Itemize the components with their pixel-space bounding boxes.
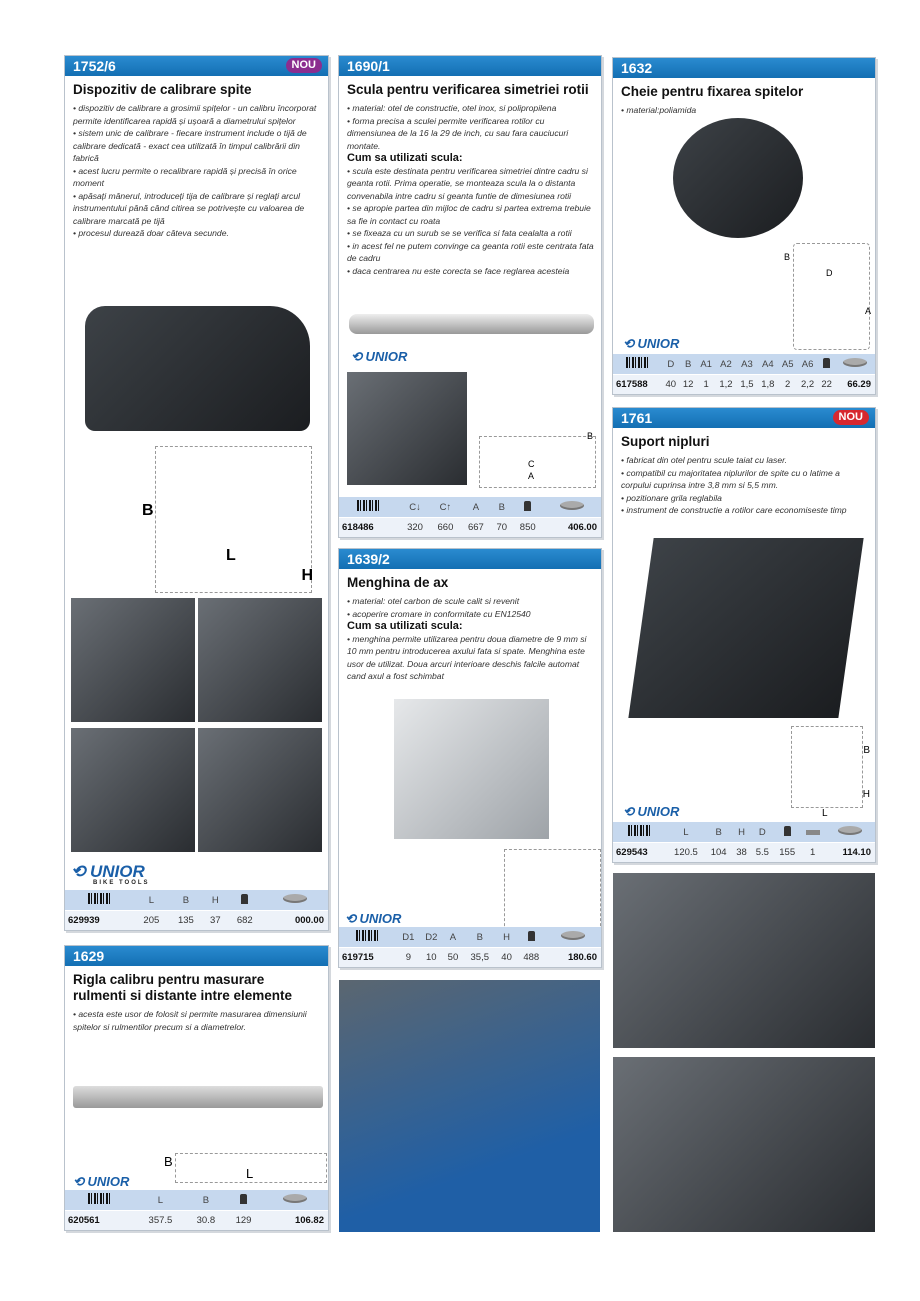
product-description	[621, 454, 869, 517]
spec-value: 10	[420, 948, 443, 968]
article-code: 619715	[339, 948, 397, 968]
product-card-1632	[612, 57, 876, 395]
product-image	[73, 1086, 323, 1108]
spec-column-header: H	[496, 927, 516, 948]
product-image	[85, 306, 310, 431]
spec-value: 50	[443, 948, 463, 968]
dim-label: A	[528, 471, 535, 481]
product-card-1752-6	[64, 55, 329, 931]
product-description	[73, 102, 322, 240]
article-code: 629939	[65, 911, 134, 931]
product-code-header	[65, 946, 328, 966]
article-code: 617588	[613, 375, 662, 395]
spec-header-row	[613, 822, 875, 843]
barcode-icon	[339, 927, 397, 948]
product-card-1761	[612, 407, 876, 863]
spec-value: 357.5	[135, 1211, 186, 1231]
photo	[613, 1057, 875, 1232]
weight-icon	[774, 822, 801, 843]
product-description	[347, 595, 595, 683]
spec-table	[65, 1190, 328, 1230]
spec-row	[65, 911, 328, 931]
unior-logo: ⟲ UNIOR	[73, 1174, 130, 1189]
spec-column-header: H	[203, 890, 227, 911]
spec-value: 2,2	[797, 375, 818, 395]
product-code: 1690/1	[347, 58, 390, 74]
spec-row	[339, 518, 601, 538]
spec-column-header: B	[705, 822, 732, 843]
spec-column-header: L	[667, 822, 706, 843]
description-bullet: • sistem unic de calibrare - fiecare instrument include o tijă de calibrare dedicată - exact cea utilizată în timpul calibrării din fabrică	[73, 128, 307, 163]
material-list	[347, 102, 595, 152]
photo	[613, 873, 875, 1048]
description-bullet: • material: otel carbon de scule calit si revenit	[347, 596, 520, 606]
spec-column-header: B	[186, 1190, 226, 1211]
spec-column-header: D1	[397, 927, 420, 948]
unior-logo: ⟲ UNIOR	[623, 804, 680, 819]
product-code: 1629	[73, 948, 105, 964]
spec-row	[65, 1211, 328, 1231]
spec-header-row	[65, 890, 328, 911]
dim-label: B	[164, 1154, 173, 1169]
description-bullet: • in acest fel ne putem convinge ca geanta rotii este centrata fata de cadru	[347, 240, 594, 263]
product-image	[628, 538, 863, 718]
spec-column-header: A3	[736, 354, 757, 375]
article-code: 620561	[65, 1211, 135, 1231]
product-title: Scula pentru verificarea simetriei rotii	[347, 82, 589, 97]
description-bullet: • procesul durează doar câteva secunde.	[73, 228, 229, 238]
photo	[339, 980, 600, 1232]
spec-row	[339, 948, 601, 968]
description-bullet: • se fixeaza cu un surub se se verifica si fata cealalta a rotii	[347, 228, 572, 238]
product-title: Rigla calibru pentru masurare rulmenti si distante intre elemente	[73, 972, 293, 1003]
spec-column-header: B	[679, 354, 696, 375]
product-code-header	[613, 408, 875, 428]
spec-value: 12	[679, 375, 696, 395]
spec-value: 120.5	[667, 843, 706, 863]
spec-value: 135	[169, 911, 204, 931]
barcode-icon	[339, 497, 400, 518]
product-code: 1752/6	[73, 58, 116, 74]
product-title: Menghina de ax	[347, 575, 449, 590]
spec-value: 850	[513, 518, 543, 538]
spec-value: 37	[203, 911, 227, 931]
dimension-drawing	[479, 431, 596, 488]
spec-column-header: D2	[420, 927, 443, 948]
spec-column-header: B	[491, 497, 512, 518]
weight-icon	[517, 927, 546, 948]
spec-row	[613, 375, 875, 395]
barcode-icon	[613, 822, 667, 843]
product-code-header	[339, 549, 601, 569]
weight-icon	[818, 354, 835, 375]
spec-column-header: D	[751, 822, 774, 843]
usage-list	[347, 633, 595, 683]
product-image	[349, 314, 594, 334]
spec-table	[613, 822, 875, 862]
spec-column-header: A4	[757, 354, 778, 375]
spec-table	[613, 354, 875, 394]
photo	[347, 372, 467, 485]
dim-label: B	[784, 252, 791, 262]
barcode-icon	[65, 890, 134, 911]
photo	[198, 728, 322, 852]
spec-column-header: B	[463, 927, 496, 948]
spec-value: 30.8	[186, 1211, 226, 1231]
new-badge: NOU	[286, 58, 322, 73]
dim-label: C	[528, 459, 535, 469]
material-list	[347, 595, 595, 620]
description-bullet: • acoperire cromare in conformitate cu EN12540	[347, 608, 531, 619]
product-card-1690-1	[338, 55, 602, 538]
weight-icon	[513, 497, 543, 518]
product-title: Suport nipluri	[621, 434, 710, 449]
spec-value: 70	[491, 518, 512, 538]
description-bullet: • menghina permite utilizarea pentru doua diametre de 9 mm si 10 mm pentru introducerea axului fata si spate. Menghina este usor de utilizat. Doua arcuri interioare deschis falcile automat cand axul a fost schimbat	[347, 633, 587, 681]
price: 000.00	[262, 911, 328, 931]
spec-value: 660	[430, 518, 460, 538]
product-code-header	[65, 56, 328, 76]
spec-column-header: A	[461, 497, 491, 518]
product-code: 1639/2	[347, 551, 390, 567]
spec-table	[339, 497, 601, 537]
description-bullet: • se apropie partea din mijloc de cadru si partea extrema trebuie sa fie in contact cu roata	[347, 203, 591, 226]
weight-icon	[226, 1190, 261, 1211]
dim-label: L	[226, 547, 236, 564]
description-bullet: • dispozitiv de calibrare a grosimii spițelor - un calibru încorporat permite identificarea rapidă și ușoară a diametrului spițelor	[73, 103, 317, 126]
spec-column-header: A	[443, 927, 463, 948]
description-bullet: • pozitionare grila reglabila	[621, 492, 722, 503]
description-bullet: • material:poliamida	[621, 105, 697, 115]
description-bullet: • acest lucru permite o recalibrare rapidă și precisă în orice moment	[73, 165, 297, 188]
unior-logo: ⟲ UNIOR	[345, 911, 402, 926]
price: 66.29	[835, 375, 875, 395]
price-icon	[546, 927, 601, 948]
spec-column-header: A2	[716, 354, 737, 375]
dim-label: H	[301, 567, 313, 584]
price: 406.00	[543, 518, 601, 538]
photo	[198, 598, 322, 722]
spec-table	[339, 927, 601, 967]
dim-label: D	[826, 268, 833, 278]
description-bullet: • scula este destinata pentru verificarea simetriei dintre cadru si geanta rotii. Prima operatie, se monteaza scula la o distanta convenabila intre cadru si geanta funtie de dimesiunea rotii	[347, 165, 588, 201]
spec-value: 9	[397, 948, 420, 968]
product-code: 1761	[621, 410, 653, 426]
product-description	[621, 104, 869, 117]
spec-column-header: C↑	[430, 497, 460, 518]
barcode-icon	[65, 1190, 135, 1211]
price-icon	[825, 822, 875, 843]
dimension-drawing	[164, 1153, 327, 1183]
description-bullet: • apăsați mânerul, introduceți tija de calibrare și reglați arcul instrumentului până când citirea se potrivește cu valoarea de calibrare marcată pe tijă	[73, 190, 305, 226]
dim-label: H	[862, 789, 870, 800]
product-title: Cheie pentru fixarea spitelor	[621, 84, 804, 99]
dim-label: A	[864, 306, 871, 316]
price-icon	[543, 497, 601, 518]
barcode-icon	[613, 354, 662, 375]
dimension-drawing	[142, 446, 313, 593]
new-badge: NOU	[833, 410, 869, 425]
pack-icon	[801, 822, 825, 843]
price: 106.82	[261, 1211, 328, 1231]
spec-value: 1	[697, 375, 716, 395]
product-title: Dispozitiv de calibrare spite	[73, 82, 252, 97]
product-image	[394, 699, 549, 839]
spec-value: 129	[226, 1211, 261, 1231]
spec-value: 40	[662, 375, 679, 395]
spec-value: 104	[705, 843, 732, 863]
spec-value: 488	[517, 948, 546, 968]
price-icon	[835, 354, 875, 375]
spec-column-header: L	[135, 1190, 186, 1211]
unior-logo: ⟲ UNIOR	[351, 349, 408, 364]
dimension-drawing	[784, 243, 871, 350]
spec-value: 205	[134, 911, 169, 931]
spec-value: 667	[461, 518, 491, 538]
spec-value: 5.5	[751, 843, 774, 863]
description-bullet: • instrument de constructie a rotilor care economiseste timp	[621, 505, 847, 515]
spec-value: 22	[818, 375, 835, 395]
dimension-drawing	[504, 849, 601, 931]
description-bullet: • compatibil cu majoritatea niplurilor de spite cu o latime a corpului cuprinsa intre 3,8 mm si 5,5 mm.	[621, 467, 840, 490]
spec-column-header: D	[662, 354, 679, 375]
spec-value: 1,8	[757, 375, 778, 395]
spec-value: 155	[774, 843, 801, 863]
spec-value: 1	[801, 843, 825, 863]
spec-value: 1,2	[716, 375, 737, 395]
weight-icon	[228, 890, 263, 911]
description-bullet: • material: otel de constructie, otel inox, si polipropilena	[347, 103, 557, 113]
unior-logo: ⟲ UNIOR	[623, 336, 680, 351]
price: 180.60	[546, 948, 601, 968]
description-bullet: • fabricat din otel pentru scule taiat cu laser.	[621, 455, 788, 465]
unior-logo: ⟲ UNIOR BIKE TOOLS	[71, 862, 150, 886]
dim-label: B	[863, 745, 870, 756]
product-image	[673, 118, 803, 238]
product-card-1639-2	[338, 548, 602, 968]
spec-value: 682	[228, 911, 263, 931]
product-code-header	[613, 58, 875, 78]
description-bullet: • acesta este usor de folosit si permite masurarea dimensiunii spitelor si rulmentilor precum si a diametrelor.	[73, 1009, 307, 1032]
dim-label: L	[822, 808, 828, 819]
spec-value: 1,5	[736, 375, 757, 395]
article-code: 618486	[339, 518, 400, 538]
dim-label: L	[246, 1166, 254, 1181]
spec-table	[65, 890, 328, 930]
description-bullet: • forma precisa a sculei permite verificarea rotilor cu dimensiunea de la 16 la 29 de inch, cu sau fara cauciucuri montate.	[347, 115, 569, 151]
price-icon	[261, 1190, 328, 1211]
usage-list	[347, 165, 595, 278]
product-code-header	[339, 56, 601, 76]
dim-label: B	[142, 502, 154, 519]
product-code: 1632	[621, 60, 653, 76]
spec-column-header: A5	[778, 354, 797, 375]
dim-label: B	[586, 431, 593, 441]
product-card-1629	[64, 945, 329, 1231]
spec-column-header: H	[732, 822, 751, 843]
article-code: 629543	[613, 843, 667, 863]
dimension-drawing	[791, 726, 870, 819]
spec-header-row	[613, 354, 875, 375]
spec-row	[613, 843, 875, 863]
spec-value: 38	[732, 843, 751, 863]
usage-subheading: Cum sa utilizati scula:	[347, 620, 463, 632]
spec-value: 320	[400, 518, 430, 538]
description-bullet: • daca centrarea nu este corecta se face reglarea acesteia	[347, 265, 570, 276]
price-icon	[262, 890, 328, 911]
spec-column-header: L	[134, 890, 169, 911]
spec-column-header: C↓	[400, 497, 430, 518]
product-description	[347, 102, 595, 277]
spec-column-header: A1	[697, 354, 716, 375]
photo	[71, 598, 195, 722]
spec-column-header: B	[169, 890, 204, 911]
price: 114.10	[825, 843, 875, 863]
photo	[71, 728, 195, 852]
spec-header-row	[65, 1190, 328, 1211]
spec-column-header: A6	[797, 354, 818, 375]
product-description	[73, 1008, 322, 1033]
spec-header-row	[339, 927, 601, 948]
spec-value: 40	[496, 948, 516, 968]
usage-subheading: Cum sa utilizati scula:	[347, 152, 463, 164]
spec-value: 35,5	[463, 948, 496, 968]
spec-header-row	[339, 497, 601, 518]
spec-value: 2	[778, 375, 797, 395]
